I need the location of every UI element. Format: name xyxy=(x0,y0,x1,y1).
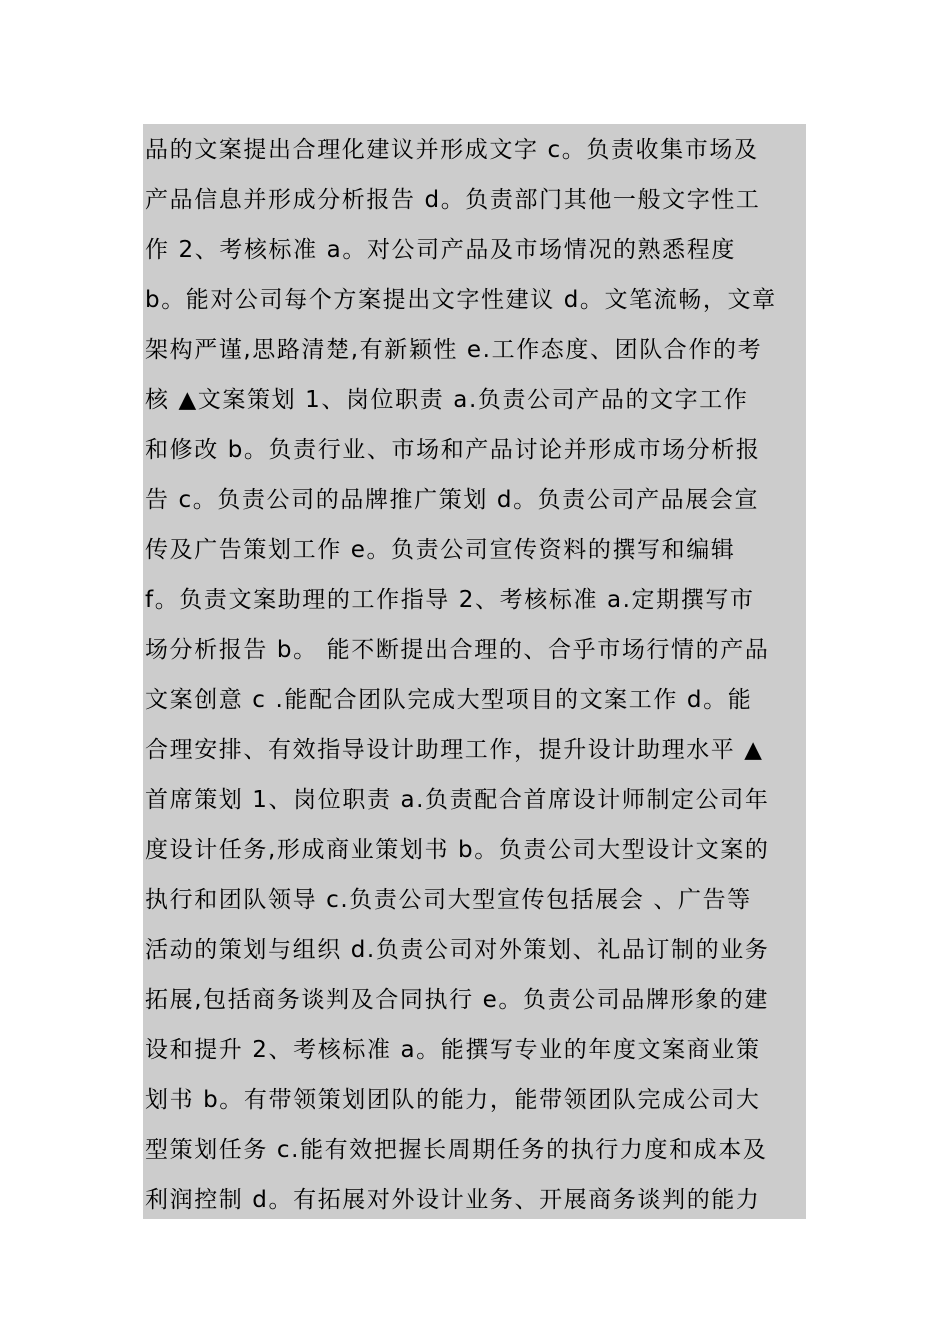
text-line: f。负责文案助理的工作指导 2、考核标准 a.定期撰写市 xyxy=(145,587,755,613)
text-line: 场分析报告 b。 能不断提出合理的、合乎市场行情的产品 xyxy=(145,637,770,663)
text-line: 核 ▲文案策划 1、岗位职责 a.负责公司产品的文字工作 xyxy=(145,387,749,413)
text-line: 执行和团队领导 c.负责公司大型宣传包括展会 、广告等 xyxy=(145,887,752,913)
text-line: 产品信息并形成分析报告 d。负责部门其他一般文字性工 xyxy=(145,187,761,213)
highlighted-text-block xyxy=(143,124,806,1219)
text-line: 传及广告策划工作 e。负责公司宣传资料的撰写和编辑 xyxy=(145,537,736,563)
text-line: 和修改 b。负责行业、市场和产品讨论并形成市场分析报 xyxy=(145,437,761,463)
text-line: 度设计任务,形成商业策划书 b。负责公司大型设计文案的 xyxy=(145,837,770,863)
text-line: 告 c。负责公司的品牌推广策划 d。负责公司产品展会宣 xyxy=(145,487,760,513)
text-line: 首席策划 1、岗位职责 a.负责配合首席设计师制定公司年 xyxy=(145,787,770,813)
text-line: 设和提升 2、考核标准 a。能撰写专业的年度文案商业策 xyxy=(145,1037,761,1063)
text-line: 活动的策划与组织 d.负责公司对外策划、礼品订制的业务 xyxy=(145,937,770,963)
text-line: 文案创意 c .能配合团队完成大型项目的文案工作 d。能 xyxy=(145,687,753,713)
text-line: 作 2、考核标准 a。对公司产品及市场情况的熟悉程度 xyxy=(145,237,736,263)
text-line: 品的文案提出合理化建议并形成文字 c。负责收集市场及 xyxy=(145,137,759,163)
text-line: 利润控制 d。有拓展对外设计业务、开展商务谈判的能力 xyxy=(145,1187,761,1213)
text-line: b。能对公司每个方案提出文字性建议 d。文笔流畅，文章 xyxy=(145,287,777,313)
text-line: 划书 b。有带领策划团队的能力，能带领团队完成公司大 xyxy=(145,1087,761,1113)
text-line: 型策划任务 c.能有效把握长周期任务的执行力度和成本及 xyxy=(145,1137,768,1163)
text-line: 架构严谨,思路清楚,有新颖性 e.工作态度、团队合作的考 xyxy=(145,337,763,363)
text-line: 拓展,包括商务谈判及合同执行 e。负责公司品牌形象的建 xyxy=(145,987,769,1013)
text-line: 合理安排、有效指导设计助理工作，提升设计助理水平 ▲ xyxy=(145,737,764,763)
